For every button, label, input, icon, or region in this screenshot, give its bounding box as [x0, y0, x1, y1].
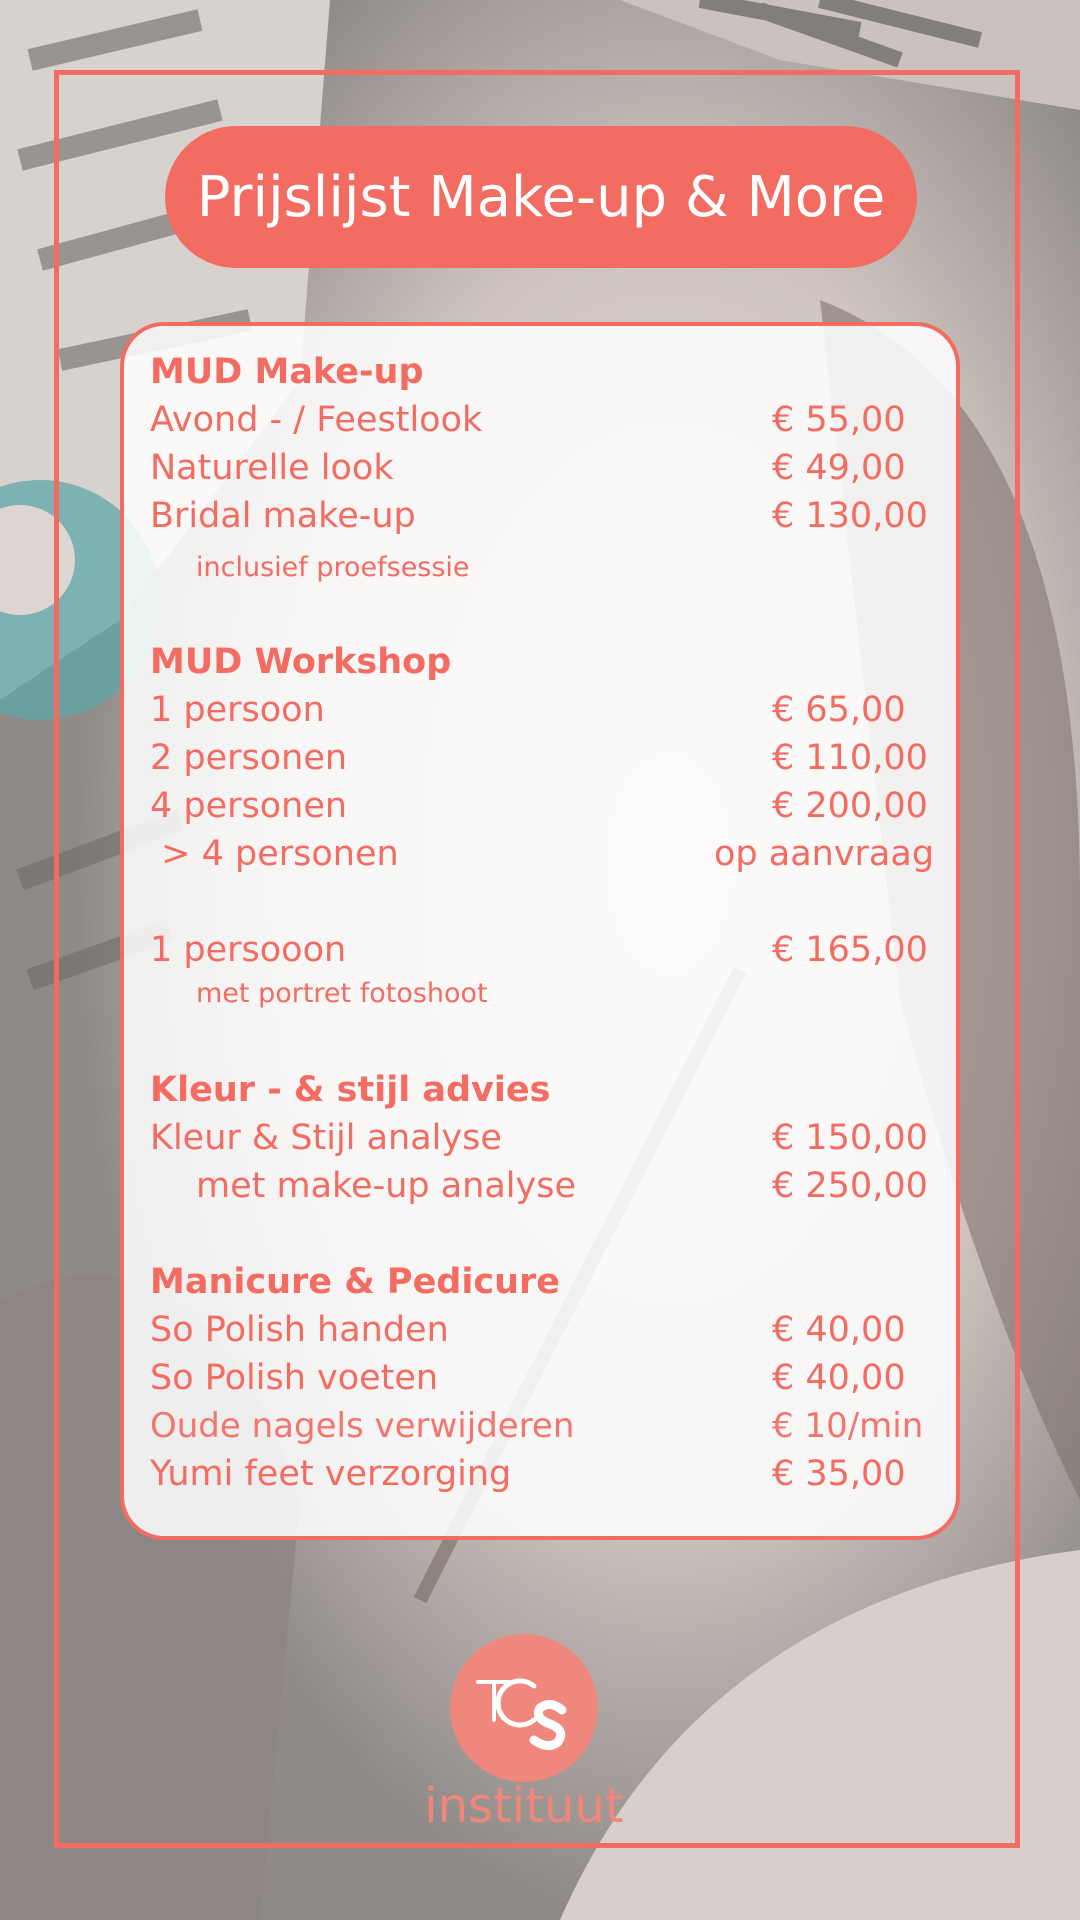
item-label: Yumi feet verzorging — [150, 1454, 512, 1494]
item-note: inclusief proefsessie — [196, 552, 470, 583]
item-price: op aanvraag — [714, 834, 935, 874]
item-price: € 200,00 — [772, 786, 928, 826]
price-row — [150, 492, 930, 540]
item-label: Oude nagels verwijderen — [150, 1406, 575, 1446]
tcs-logo — [450, 1634, 598, 1782]
item-label: > 4 personen — [150, 834, 399, 874]
section-heading-mani-pedi — [150, 1258, 930, 1306]
price-row — [150, 1402, 930, 1450]
item-price: € 40,00 — [772, 1310, 906, 1350]
item-price: € 40,00 — [772, 1358, 906, 1398]
price-row — [150, 926, 930, 974]
section-heading-workshop — [150, 638, 930, 686]
section-heading-label: MUD Workshop — [150, 642, 452, 682]
page-title: Prijslijst Make-up & More — [165, 126, 917, 268]
item-label: Kleur & Stijl analyse — [150, 1118, 502, 1158]
item-price: € 110,00 — [772, 738, 928, 778]
item-price: € 130,00 — [772, 496, 928, 536]
price-row — [150, 444, 930, 492]
item-price: € 65,00 — [772, 690, 906, 730]
item-note: met portret fotoshoot — [196, 978, 488, 1009]
item-price: € 165,00 — [772, 930, 928, 970]
item-price: € 55,00 — [772, 400, 906, 440]
tcs-monogram-icon — [450, 1634, 598, 1782]
price-row — [150, 396, 930, 444]
item-price: € 10/min — [772, 1406, 924, 1446]
price-row — [150, 830, 935, 878]
item-label: 1 persooon — [150, 930, 347, 970]
item-label: 1 persoon — [150, 690, 325, 730]
section-heading-label: Kleur - & stijl advies — [150, 1070, 551, 1110]
price-row — [150, 1162, 930, 1210]
section-heading-color-style — [150, 1066, 930, 1114]
item-price: € 250,00 — [772, 1166, 928, 1206]
price-row — [150, 1114, 930, 1162]
item-label: 2 personen — [150, 738, 348, 778]
price-row — [150, 734, 930, 782]
price-row — [150, 782, 930, 830]
item-label: So Polish handen — [150, 1310, 449, 1350]
price-row — [150, 686, 930, 734]
item-price: € 150,00 — [772, 1118, 928, 1158]
section-heading-makeup — [150, 348, 930, 396]
section-heading-label: MUD Make-up — [150, 352, 424, 392]
item-label: Bridal make-up — [150, 496, 416, 536]
section-heading-label: Manicure & Pedicure — [150, 1262, 561, 1302]
item-label: 4 personen — [150, 786, 348, 826]
item-label: Avond - / Feestlook — [150, 400, 483, 440]
logo-wordmark: instituut — [424, 1778, 624, 1834]
price-row — [150, 1450, 930, 1498]
price-row — [150, 1306, 930, 1354]
item-price: € 35,00 — [772, 1454, 906, 1494]
price-row — [150, 1354, 930, 1402]
item-price: € 49,00 — [772, 448, 906, 488]
item-label: met make-up analyse — [196, 1166, 577, 1206]
item-label: Naturelle look — [150, 448, 394, 488]
item-label: So Polish voeten — [150, 1358, 439, 1398]
